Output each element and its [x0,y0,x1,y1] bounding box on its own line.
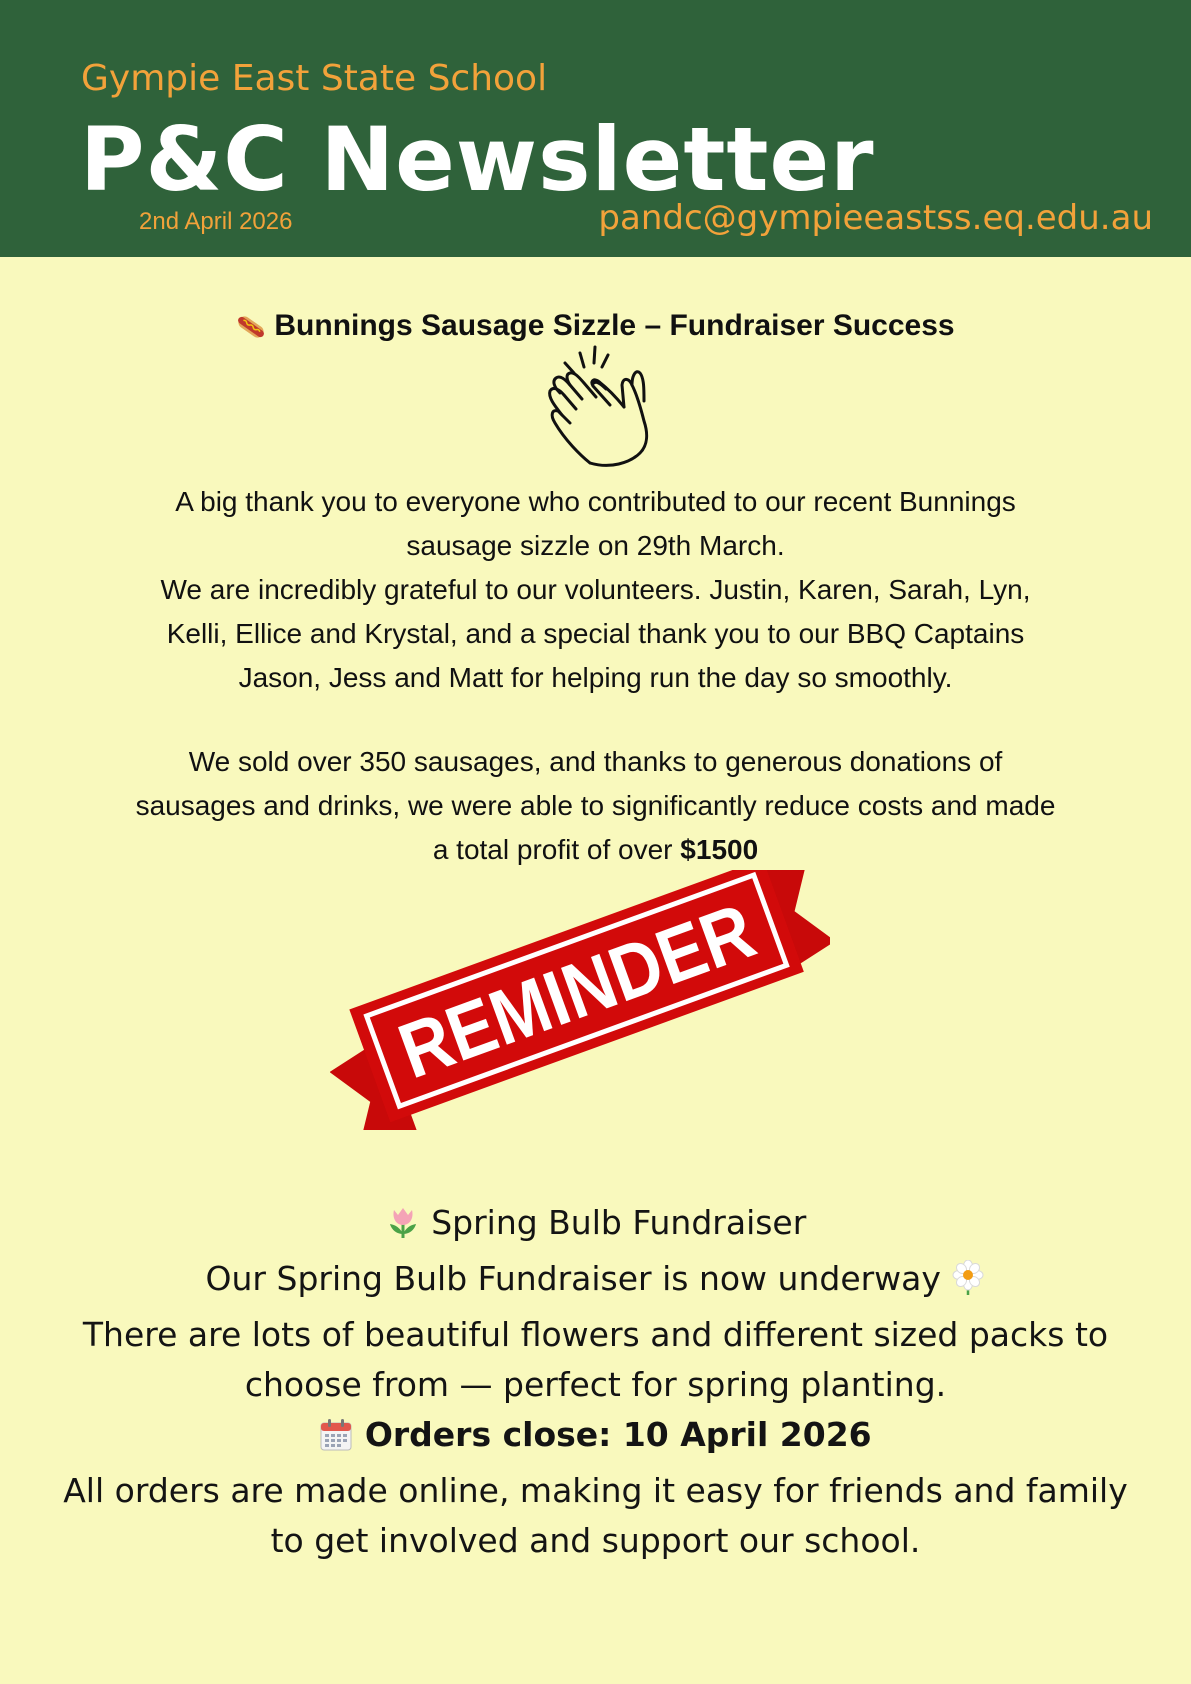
spring-intro-row [0,1254,1191,1310]
sizzle-heading: Bunnings Sausage Sizzle – Fundraiser Success [274,309,955,342]
spring-heading-row [0,1198,1191,1254]
clapping-hands-icon [540,345,655,470]
newsletter-title: P&C Newsletter [80,108,875,211]
orders-close-row [0,1410,1191,1466]
spring-bulb-section [0,1198,1191,1566]
online-line: to get involved and support our school. [270,1521,921,1560]
daisy-icon [951,1260,985,1310]
spring-intro: Our Spring Bulb Fundraiser is now underway [205,1259,941,1298]
reminder-ribbon [330,870,830,1130]
profit-label: a total profit of over [432,834,681,865]
issue-date: 2nd April 2026 [139,208,293,235]
reminder-label: REMINDER [387,870,809,1096]
text-line [40,828,1151,872]
spring-detail-line: There are lots of beautiful flowers and different sized packs to [82,1315,1109,1354]
text-line: We sold over 350 sausages, and thanks to generous donations of [188,746,1003,777]
school-name: Gympie East State School [81,58,548,99]
text-line: sausage sizzle on 29th March. [406,530,785,561]
profit-amount: $1500 [680,834,759,865]
text-line: sausages and drinks, we were able to significantly reduce costs and made [135,790,1056,821]
sizzle-heading-row [0,309,1191,347]
contact-email[interactable]: pandc@gympieeastss.eq.edu.au [598,198,1153,238]
orders-close-text: Orders close: 10 April 2026 [364,1415,872,1454]
text-line: We are incredibly grateful to our volunteers. Justin, Karen, Sarah, Lyn, [160,574,1031,605]
calendar-icon [319,1416,353,1466]
text-line: A big thank you to everyone who contributed to our recent Bunnings [175,486,1016,517]
spring-detail-line: choose from — perfect for spring planting. [244,1365,947,1404]
header-banner [0,0,1191,257]
text-line: Kelli, Ellice and Krystal, and a special thank you to our BBQ Captains [166,618,1025,649]
thank-you-paragraph [40,480,1151,700]
text-line: Jason, Jess and Matt for helping run the day so smoothly. [238,662,953,693]
tulip-icon [385,1204,421,1254]
hotdog-icon [236,313,266,347]
results-paragraph [40,740,1151,872]
online-line: All orders are made online, making it easy for friends and family [63,1471,1128,1510]
spring-heading: Spring Bulb Fundraiser [431,1203,807,1242]
